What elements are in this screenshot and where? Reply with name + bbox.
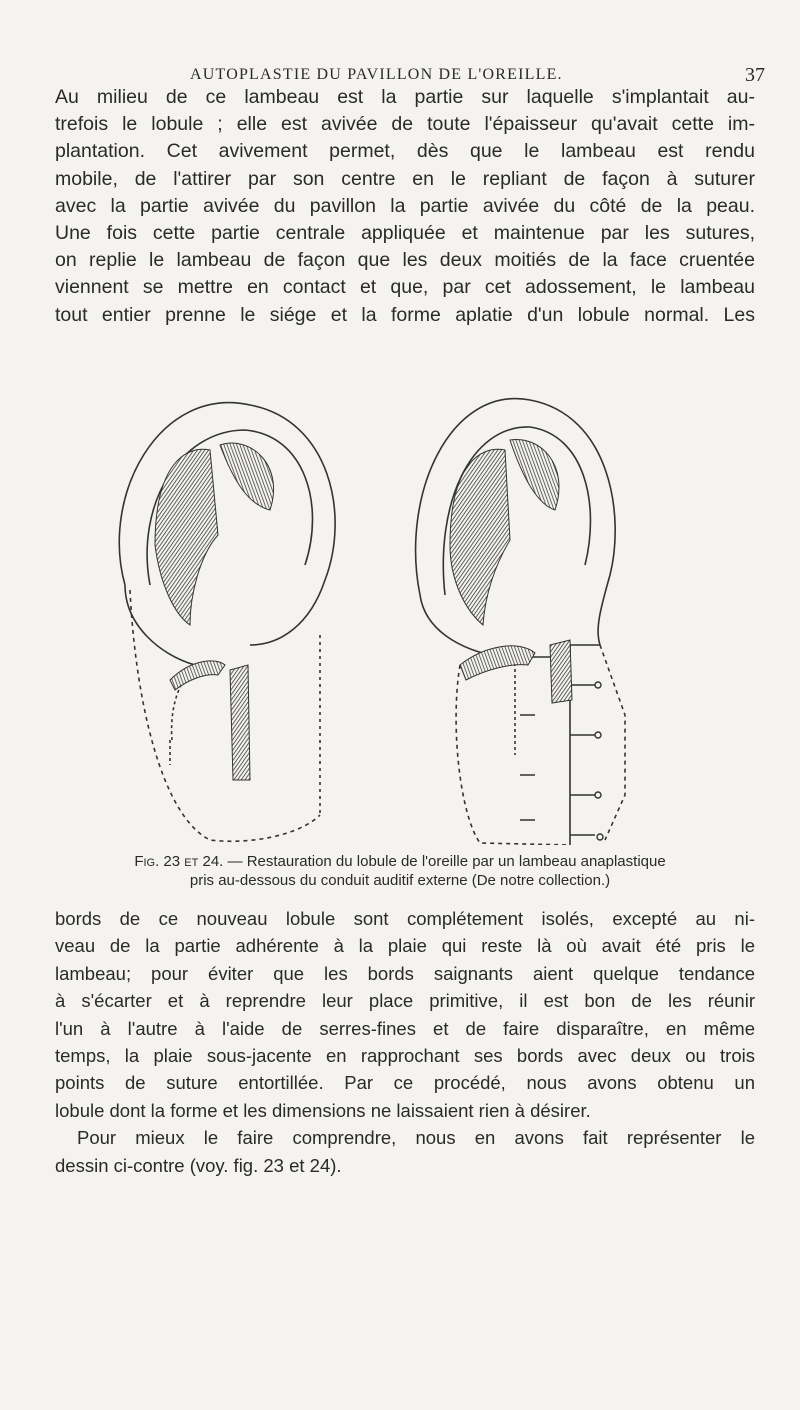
text-line: lobule dont la forme et les dimensions ne laissaient rien à désirer. [55,1099,591,1121]
figure-23-ear [119,403,335,842]
text-line: Une fois cette partie centrale appliquée et maintenue par les sutures, [55,222,755,245]
ear-figure-illustration [100,395,660,845]
text-line: dessin ci-contre (voy. fig. 23 et 24). [55,1154,342,1176]
text-line: mobile, de l'attirer par son centre en le repliant de façon à suturer [55,167,755,190]
page-number: 37 [745,64,765,86]
text-line: avec la partie avivée du pavillon la partie avivée du côté de la peau. [55,194,755,217]
text-line: l'un à l'autre à l'aide de serres-fines et de faire disparaître, en même [55,1017,755,1039]
paragraph-top [55,84,755,329]
text-line: temps, la plaie sous-jacente en rapprochant ses bords avec deux ou trois [55,1045,755,1067]
running-head: AUTOPLASTIE DU PAVILLON DE L'OREILLE. [190,66,563,83]
caption-text: — Restauration du lobule de l'oreille par un lambeau anaplastique [227,853,666,870]
text-line: Au milieu de ce lambeau est la partie sur laquelle s'implantait au- [55,86,755,108]
caption-text: pris au-dessous du conduit auditif externe (De notre collection.) [189,872,611,889]
text-line: plantation. Cet avivement permet, dès que le lambeau est rendu [55,140,755,163]
text-line: bords de ce nouveau lobule sont complétement isolés, excepté au ni- [55,908,755,929]
text-line: tout entier prenne le siége et la forme aplatie d'un lobule normal. Les [55,303,755,326]
figure-caption [70,852,730,890]
suture-points [595,682,603,840]
text-line: points de suture entortillée. Par ce procédé, nous avons obtenu un [55,1072,755,1094]
text-line: Pour mieux le faire comprendre, nous en avons fait représenter le [77,1127,755,1149]
text-line: lambeau; pour éviter que les bords saignants aient quelque tendance [55,962,755,984]
text-line: on replie le lambeau de façon que les deux moitiés de la face cruentée [55,249,755,272]
text-line: viennent se mettre en contact et que, par cet adossement, le lambeau [55,276,755,299]
paragraph-bottom [55,905,755,1179]
text-line: trefois le lobule ; elle est avivée de toute l'épaisseur qu'avait cette im- [55,113,755,136]
text-line: veau de la partie adhérente à la plaie qui reste là où avait été pris le [55,935,755,957]
figure-label: Fig. 23 et 24. [134,853,224,870]
text-line: à s'écarter et à reprendre leur place primitive, il est bon de les réunir [55,990,755,1012]
